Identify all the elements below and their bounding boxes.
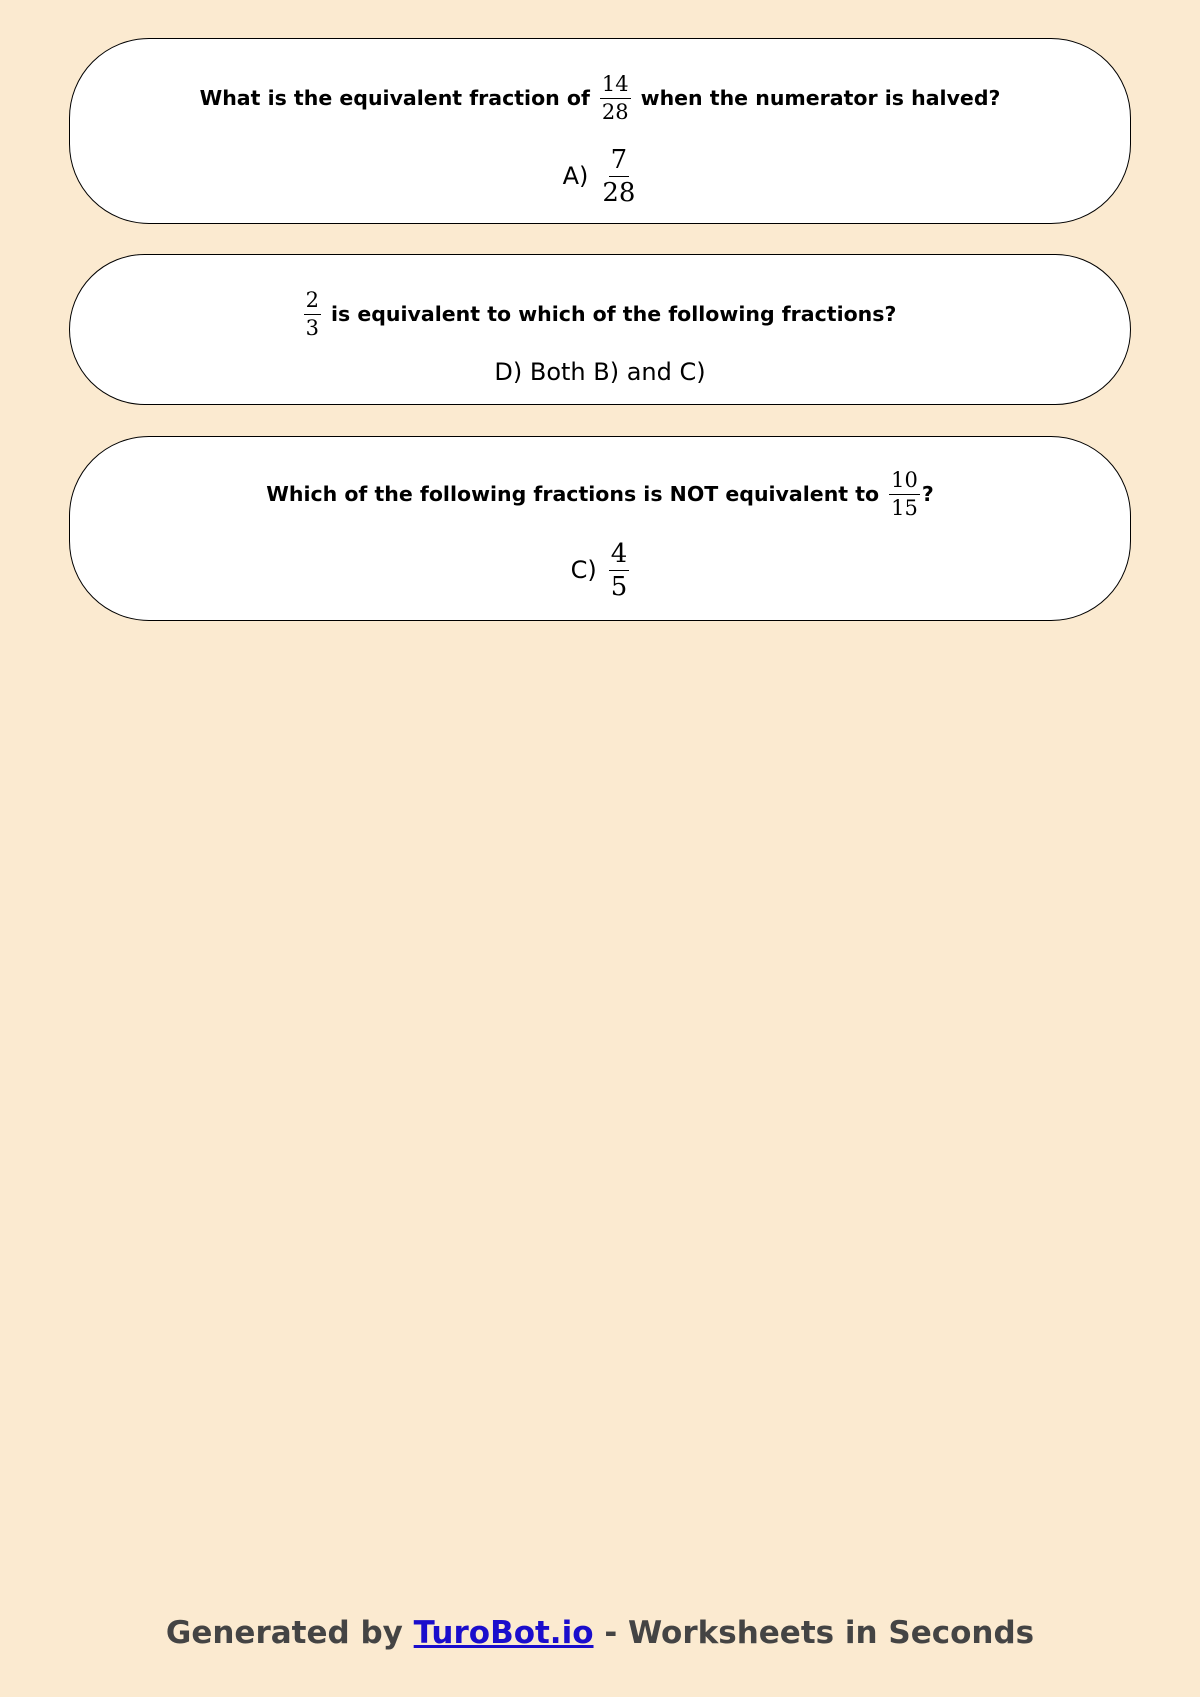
fraction-denominator: 28 — [602, 177, 636, 208]
fraction-denominator: 15 — [891, 495, 918, 520]
question-fraction — [889, 467, 920, 520]
question-text-after: when the numerator is halved? — [640, 86, 1001, 110]
question-text-after: is equivalent to which of the following fractions? — [330, 302, 897, 326]
question-fraction — [304, 287, 321, 340]
fraction-numerator: 10 — [889, 470, 920, 495]
question-text — [70, 285, 1130, 343]
footer-suffix: - Worksheets in Seconds — [604, 1615, 1035, 1651]
answer-text — [70, 143, 1130, 209]
fraction-numerator: 7 — [610, 144, 628, 175]
question-text-before: Which of the following fractions is NOT equivalent to — [266, 482, 880, 506]
fraction-denominator: 3 — [305, 315, 319, 340]
question-text-after: ? — [921, 482, 934, 506]
fraction-denominator: 28 — [601, 99, 629, 124]
fraction-numerator: 14 — [600, 74, 631, 99]
footer — [0, 1615, 1200, 1651]
question-text — [70, 463, 1130, 525]
turobot-link[interactable]: TuroBot.io — [413, 1615, 594, 1651]
fraction-numerator: 4 — [610, 538, 628, 569]
question-text-before: What is the equivalent fraction of — [199, 86, 590, 110]
question-card-3 — [69, 436, 1131, 621]
answer-label: C) — [570, 556, 597, 584]
fraction-numerator: 2 — [304, 290, 321, 315]
question-card-2 — [69, 254, 1131, 405]
question-text — [70, 67, 1130, 129]
answer-fraction — [600, 144, 637, 208]
answer-text — [70, 355, 1130, 389]
answer-label: A) — [562, 162, 589, 190]
question-fraction — [600, 71, 631, 124]
answer-fraction — [609, 538, 630, 602]
footer-prefix: Generated by — [165, 1615, 403, 1651]
fraction-denominator: 5 — [610, 571, 628, 602]
question-card-1 — [69, 38, 1131, 224]
answer-text — [70, 537, 1130, 603]
answer-label: D) Both B) and C) — [494, 358, 706, 386]
